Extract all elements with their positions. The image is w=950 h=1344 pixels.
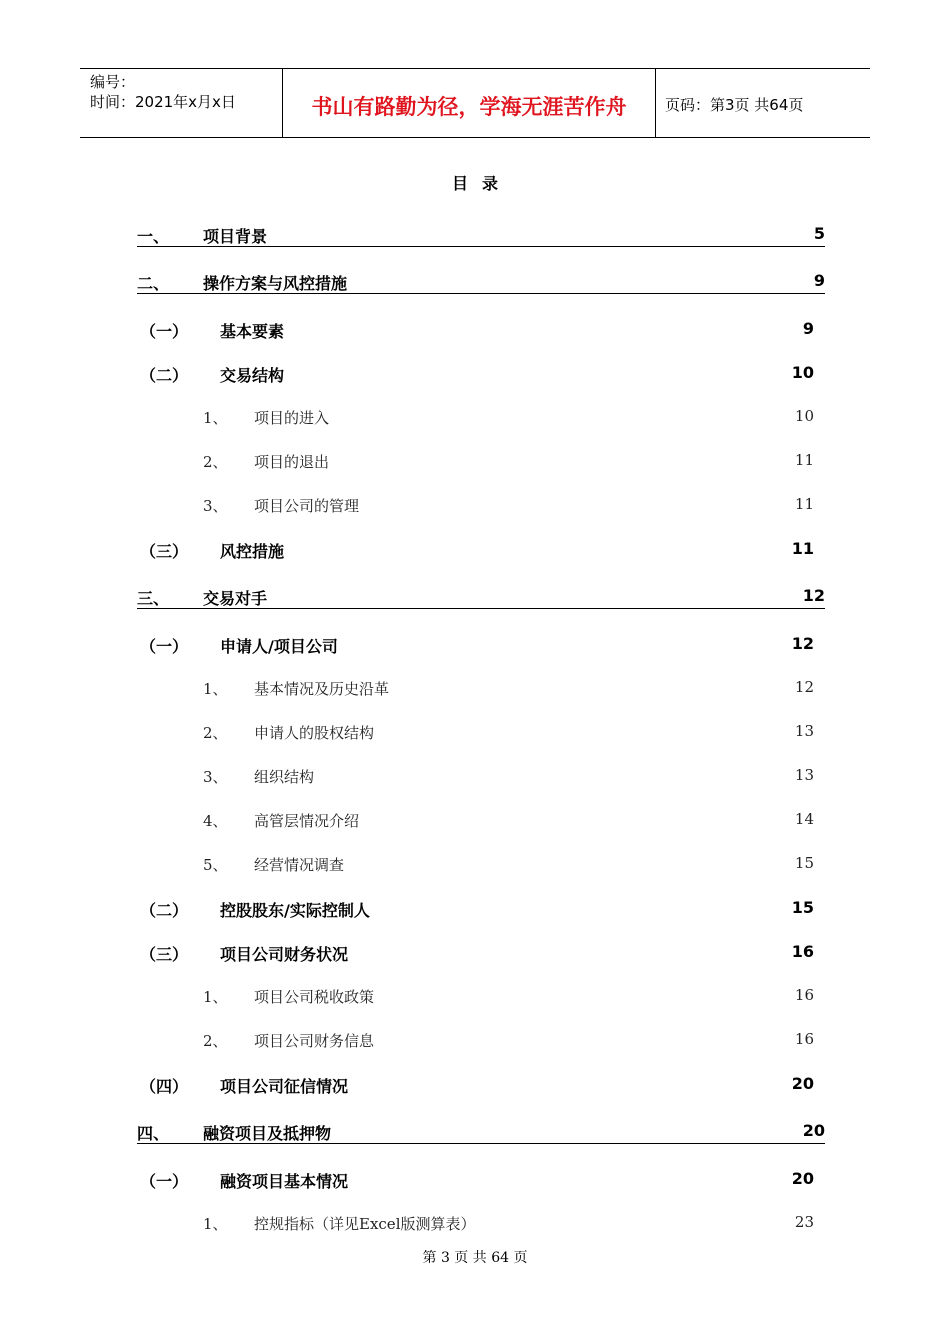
toc-entry-page: 20 xyxy=(791,1169,814,1188)
toc-entry-page: 16 xyxy=(794,1030,814,1048)
toc-entry-label: 项目公司征信情况 xyxy=(220,1077,349,1096)
header-page-label: 页码：第3页 共64页 xyxy=(665,96,804,114)
toc-entry-page: 9 xyxy=(802,319,814,338)
toc-entry-page: 15 xyxy=(794,854,814,872)
toc-entry-page: 23 xyxy=(794,1213,814,1231)
toc-entry-page: 12 xyxy=(794,678,814,696)
toc-entry-number: 3、 xyxy=(203,768,228,786)
toc-entry-number: （二） xyxy=(140,366,189,385)
toc-entry-label: 申请人的股权结构 xyxy=(254,724,375,742)
toc-entry-label: 控股股东/实际控制人 xyxy=(220,901,370,920)
toc-entry-number: 1、 xyxy=(203,1215,228,1233)
toc-entry-page: 20 xyxy=(791,1074,814,1093)
toc-entry[interactable] xyxy=(0,407,950,431)
toc-entry[interactable] xyxy=(0,363,950,387)
header-motto: 书山有路勤为径，学海无涯苦作舟 xyxy=(311,95,627,119)
toc-entry-page: 11 xyxy=(794,451,814,469)
toc-entry[interactable] xyxy=(0,942,950,966)
toc-entry[interactable] xyxy=(0,224,950,248)
toc-entry-page: 20 xyxy=(802,1121,825,1140)
toc-entry-number: （二） xyxy=(140,901,189,920)
toc-entry-number: 2、 xyxy=(203,453,228,471)
toc-entry[interactable] xyxy=(0,1030,950,1054)
toc-entry-page: 14 xyxy=(794,810,814,828)
toc-entry-number: 二、 xyxy=(137,274,170,293)
toc-entry-label: 融资项目基本情况 xyxy=(220,1172,349,1191)
toc-entry-number: （三） xyxy=(140,542,189,561)
header-table xyxy=(80,68,870,138)
toc-entry-page: 12 xyxy=(802,586,825,605)
toc-entry-label: 基本情况及历史沿革 xyxy=(254,680,390,698)
toc-entry-number: 2、 xyxy=(203,1032,228,1050)
toc-entry-label: 项目公司的管理 xyxy=(254,497,360,515)
toc-entry[interactable] xyxy=(0,810,950,834)
toc-entry-page: 13 xyxy=(794,766,814,784)
toc-entry-number: （四） xyxy=(140,1077,189,1096)
toc-entry[interactable] xyxy=(0,495,950,519)
toc-entry[interactable] xyxy=(0,586,950,610)
toc-entry-number: （三） xyxy=(140,945,189,964)
toc-entry-label: 控规指标（详见Excel版测算表） xyxy=(254,1215,476,1233)
toc-title: 目录 xyxy=(451,174,512,193)
toc-entry-number: 3、 xyxy=(203,497,228,515)
toc-entry-page: 10 xyxy=(791,363,814,382)
toc-entry-underline xyxy=(137,608,825,609)
toc-entry-number: 1、 xyxy=(203,988,228,1006)
toc-entry-label: 交易对手 xyxy=(203,589,268,608)
toc-entry-page: 11 xyxy=(794,495,814,513)
toc-entry[interactable] xyxy=(0,1074,950,1098)
toc-entry-number: 4、 xyxy=(203,812,228,830)
header-page-cell xyxy=(655,69,870,137)
toc-entry-label: 项目的进入 xyxy=(254,409,330,427)
toc-entry-page: 12 xyxy=(791,634,814,653)
toc-entry[interactable] xyxy=(0,634,950,658)
toc-entry-page: 10 xyxy=(794,407,814,425)
toc-entry-label: 操作方案与风控措施 xyxy=(203,274,348,293)
toc-entry-number: （一） xyxy=(140,322,189,341)
toc-entry-number: 1、 xyxy=(203,680,228,698)
toc-entry[interactable] xyxy=(0,678,950,702)
toc-entry[interactable] xyxy=(0,1121,950,1145)
toc-entry-number: （一） xyxy=(140,637,189,656)
toc-entry-underline xyxy=(137,293,825,294)
toc-entry[interactable] xyxy=(0,1213,950,1237)
toc-entry[interactable] xyxy=(0,451,950,475)
toc-entry-page: 16 xyxy=(794,986,814,1004)
toc-entry-label: 交易结构 xyxy=(220,366,285,385)
toc-entry-number: 一、 xyxy=(137,227,170,246)
toc-entry-label: 组织结构 xyxy=(254,768,315,786)
serial-label: 编号： xyxy=(90,73,136,91)
toc-entry-number: 四、 xyxy=(137,1124,170,1143)
toc-entry-page: 5 xyxy=(813,224,825,243)
toc-entry-label: 项目背景 xyxy=(203,227,268,246)
toc-entry-label: 经营情况调查 xyxy=(254,856,345,874)
toc-entry-label: 项目公司财务信息 xyxy=(254,1032,375,1050)
toc-entry-label: 风控措施 xyxy=(220,542,285,561)
toc-entry-page: 11 xyxy=(791,539,814,558)
toc-entry[interactable] xyxy=(0,1169,950,1193)
toc-entry-label: 项目的退出 xyxy=(254,453,330,471)
toc-entry-label: 项目公司税收政策 xyxy=(254,988,375,1006)
toc-entry[interactable] xyxy=(0,986,950,1010)
toc-entry-number: 1、 xyxy=(203,409,228,427)
header-motto-cell xyxy=(282,69,656,137)
toc-entry[interactable] xyxy=(0,722,950,746)
toc-entry-label: 融资项目及抵押物 xyxy=(203,1124,332,1143)
toc-entry[interactable] xyxy=(0,539,950,563)
toc-entry-label: 申请人/项目公司 xyxy=(220,637,338,656)
toc-entry-page: 13 xyxy=(794,722,814,740)
toc-entry-page: 9 xyxy=(813,271,825,290)
toc-entry-number: 2、 xyxy=(203,724,228,742)
toc-entry-page: 16 xyxy=(791,942,814,961)
page-footer: 第 3 页 共 64 页 xyxy=(422,1250,528,1266)
toc-entry[interactable] xyxy=(0,898,950,922)
time-label: 时间：2021年x月x日 xyxy=(90,93,236,111)
toc-entry-label: 项目公司财务状况 xyxy=(220,945,349,964)
toc-entry-number: 三、 xyxy=(137,589,170,608)
toc-entry-page: 15 xyxy=(791,898,814,917)
toc-entry-label: 高管层情况介绍 xyxy=(254,812,360,830)
toc-entry-underline xyxy=(137,1143,825,1144)
header-meta-cell xyxy=(80,69,282,137)
toc-entry-number: （一） xyxy=(140,1172,189,1191)
toc-entry[interactable] xyxy=(0,854,950,878)
toc-entry-number: 5、 xyxy=(203,856,228,874)
toc-entry-label: 基本要素 xyxy=(220,322,285,341)
toc-entry[interactable] xyxy=(0,271,950,295)
toc-entry[interactable] xyxy=(0,319,950,343)
toc-entry[interactable] xyxy=(0,766,950,790)
toc-entry-underline xyxy=(137,246,825,247)
